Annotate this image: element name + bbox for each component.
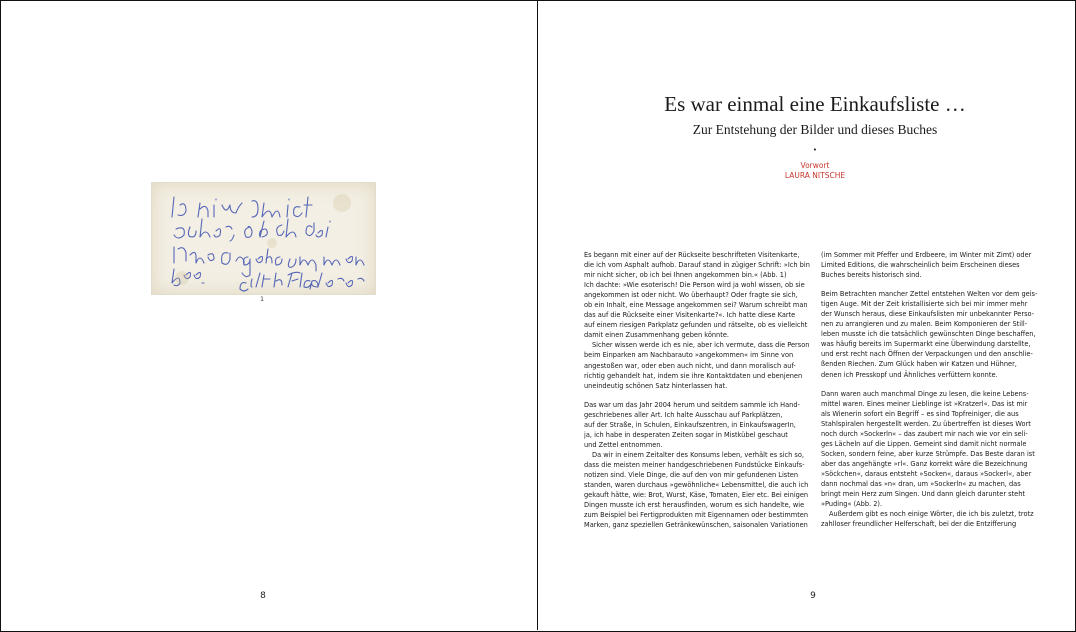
text-line: uneindeutig schönen Satz hinterlassen hat.: [584, 381, 728, 390]
text-line: gekauft hätte, wie: Brot, Wurst, Käse, Tomaten, Eier etc. Bei einigen: [584, 491, 809, 500]
text-line: damit einen Zusammenhang geben könnte.: [584, 331, 729, 340]
page-number-left: 8: [260, 591, 266, 601]
text-line: mir nicht sicher, ob ich bei Ihnen angekommen bin.« (Abb. 1): [584, 271, 787, 280]
text-line: Sicher wissen werde ich es nie, aber ich vermute, dass die Person: [592, 341, 810, 350]
page-number-right: 9: [810, 591, 816, 601]
text-line: geschriebenes aller Art. Ich halte Ausschau auf Parkplätzen,: [584, 410, 783, 419]
text-line: Limited Editions, die wahrscheinlich beim Erscheinen dieses: [821, 261, 1020, 270]
text-line: noch durch »Sockerln« – das zaubert mir nach wie vor ein seli-: [821, 429, 1028, 438]
text-line: angestoßen war, oder eben auch nicht, und dann moralisch auf-: [584, 361, 796, 370]
author-name: LAURA NITSCHE: [784, 171, 846, 180]
text-line: Dingen musste ich erst herausfinden, worum es sich handelte, wie: [584, 501, 805, 510]
text-column-left: [584, 250, 824, 530]
text-line: (im Sommer mit Pfeffer und Erdbeere, im Winter mit Zimt) oder: [821, 251, 1032, 259]
text-line: ges Lächeln auf die Lippen. Gemeint sind damit nicht normale: [821, 439, 1027, 448]
text-line: Stahlspiralen hergestellt werden. Zu übertreffen ist dieses Wort: [821, 419, 1031, 428]
text-line: angekommen ist oder nicht. Wo überhaupt? Oder fragte sie sich,: [584, 291, 798, 300]
preface-label: Vorwort: [800, 161, 830, 170]
text-line: zahlloser freundlicher Helferschaft, bei der die Entzifferung: [821, 520, 1017, 529]
text-line: bringt mein Herz zum Singen. Und dann gleich darunter steht: [821, 490, 1025, 499]
text-line: Beim Betrachten mancher Zettel entstehen Welten vor dem geis-: [821, 290, 1038, 299]
text-line: notizen sind. Viele Dinge, die auf den von mir gefundenen Listen: [584, 470, 799, 479]
text-line: Da wir in einem Zeitalter des Konsums leben, verhält es sich so,: [592, 450, 804, 459]
text-line: aber das angehängte »rl«. Ganz korrekt wäre die Bezeichnung: [821, 459, 1028, 468]
text-line: Dann waren auch manchmal Dinge zu lesen, die keine Lebens-: [821, 389, 1029, 398]
text-line: denen ich Presskopf und Ähnliches verfüttern konnte.: [821, 370, 998, 379]
handwriting-drawing: [152, 183, 375, 294]
text-line: beim Einparken am Nachbarauto »angekommen« im Sinne von: [584, 351, 794, 360]
text-line: ob ein Inhalt, eine Message angekommen sei? Warum schreibt man: [584, 301, 808, 310]
text-line: auf der Straße, in Schulen, Einkaufszentren, in EinkaufswagerIn,: [584, 420, 796, 429]
text-line: tigen Auge. Mit der Zeit kristallisierte sich bei mir immer mehr: [821, 300, 1028, 309]
text-line: als Wienerin sofort ein Begriff – es sind Topfreiniger, die aus: [821, 409, 1019, 418]
text-line: richtig gehandelt hat, indem sie ihre Kontaktdaten und ebenjenen: [584, 371, 803, 380]
text-line: leben musste ich die tatsächlich gewünschten Dinge beschaffen,: [821, 330, 1036, 339]
chapter-subtitle: Zur Entstehung der Bilder und dieses Buches: [692, 122, 938, 137]
text-line: dass die meisten meiner handgeschriebenen Fundstücke Einkaufs-: [584, 460, 805, 469]
text-line: und Zettel entnommen.: [584, 440, 663, 449]
separator-bullet: •: [812, 146, 818, 154]
chapter-title: Es war einmal eine Einkaufsliste …: [664, 92, 966, 116]
text-line: »Puding« (Abb. 2).: [821, 500, 883, 509]
text-line: mittel waren. Eines meiner Lieblinge ist »Kratzerl«. Das ist mir: [821, 399, 1028, 408]
text-line: Das war um das Jahr 2004 herum und seitdem sammle ich Hand-: [584, 400, 800, 409]
text-line: ja, ich habe in desperaten Zeiten sogar in Mistkübel geschaut: [584, 430, 788, 439]
text-line: Marken, ganz speziellen Getränkewünschen, saisonalen Variationen: [584, 521, 808, 530]
text-line: nen zu arrangieren und zu malen. Beim Komponieren der Still-: [821, 320, 1028, 329]
handwritten-business-card: [151, 182, 376, 295]
text-column-right: [821, 250, 1061, 529]
text-line: der Wunsch heraus, diese Einkaufslisten mir unbekannter Perso-: [821, 310, 1035, 319]
text-line: standen, waren durchaus »gewöhnliche« Lebensmittel, die auch ich: [584, 481, 809, 490]
preface-block: [765, 161, 865, 181]
text-line: dann nochmal das »n« dran, um »Sockerln« zu machen, das: [821, 479, 1021, 488]
text-line: die ich vom Asphalt aufhob. Darauf stand in zügiger Schrift: »Ich bin: [584, 261, 810, 270]
text-line: »Söckchen«, daraus entsteht »Socken«, daraus »Sockerl«, aber: [821, 469, 1032, 478]
text-line: Ich dachte: »Wie esoterisch! Die Person wird ja wohl wissen, ob sie: [584, 281, 805, 290]
figure-number: 1: [260, 296, 264, 303]
text-line: Es begann mit einer auf der Rückseite beschrifteten Visitenkarte,: [584, 251, 800, 259]
text-line: was häufig bereits im Supermarkt eine Überwindung darstellte,: [821, 340, 1031, 349]
text-line: zum Beispiel bei Fertigprodukten mit Eigennamen oder bestimmten: [584, 511, 809, 520]
text-line: Socken, sondern feine, aber kurze Strümpfe. Das Beste daran ist: [821, 449, 1035, 458]
text-line: Buches bereits historisch sind.: [821, 271, 922, 280]
text-line: Außerdem gibt es noch einige Wörter, die ich bis zuletzt, trotz: [829, 510, 1034, 519]
page-gutter: [537, 0, 538, 630]
text-line: auf einem riesigen Parkplatz gefunden und rätselte, ob es vielleicht: [584, 321, 808, 330]
text-line: und erst recht nach Öffnen der Verpackungen und den anschlie-: [821, 350, 1033, 359]
text-line: ßenden Riechen. Zum Glück haben wir Katzen und Hühner,: [821, 360, 1017, 369]
text-line: das auf die Rückseite einer Visitenkarte?«. Ich hatte diese Karte: [584, 311, 796, 320]
